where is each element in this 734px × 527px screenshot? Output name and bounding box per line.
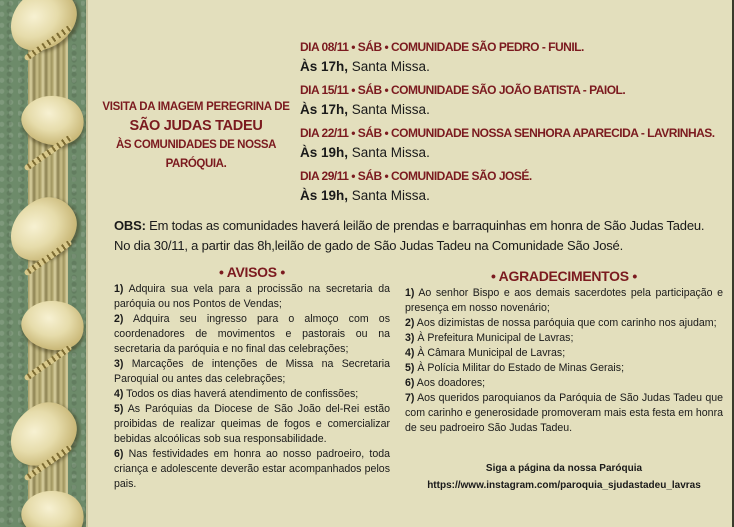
event-activity: Santa Missa.: [348, 145, 430, 160]
item-number: 1): [114, 283, 124, 295]
item-text: Todos os dias haverá atendimento de confissões;: [123, 388, 359, 400]
event-hour: Às 17h,: [300, 102, 349, 117]
item-number: 3): [114, 358, 124, 370]
event-activity: Santa Missa.: [348, 59, 430, 74]
obs-text-1: Em todas as comunidades haverá leilão de prendas e barraquinhas em honra de São Judas Tadeu.: [145, 218, 705, 233]
notices-section: [114, 262, 390, 492]
item-text: À Câmara Municipal de Lavras;: [414, 347, 566, 359]
event-time: [300, 143, 730, 163]
acknowledgement-item: [405, 316, 723, 331]
item-number: 5): [114, 403, 124, 415]
social-footer: [405, 460, 723, 494]
acknowledgement-item: [405, 391, 723, 436]
event-heading: DIA 15/11 • SÁB • COMUNIDADE SÃO JOÃO BATISTA - PAIOL.: [300, 83, 626, 97]
schedule-event: [300, 81, 730, 120]
event-activity: Santa Missa.: [348, 102, 430, 117]
event-time: [300, 100, 730, 120]
item-text: Adquira sua vela para a procissão na secretaria da paróquia ou nos Pontos de Vendas;: [114, 283, 390, 310]
item-text: Ao senhor Bispo e aos demais sacerdotes pela participação e presença em nosso novenário;: [405, 287, 723, 314]
acknowledgement-item: [405, 361, 723, 376]
follow-text: Siga a página da nossa Paróquia: [485, 463, 643, 474]
item-number: 5): [405, 362, 415, 374]
acknowledgement-item: [405, 376, 723, 391]
item-text: Marcações de intenções de Missa na Secretaria Paroquial ou antes das celebrações;: [114, 358, 390, 385]
obs-label: OBS:: [114, 218, 146, 233]
event-activity: Santa Missa.: [348, 188, 430, 203]
acknowledgements-section: [405, 266, 723, 436]
acanthus-leaf-icon: [15, 86, 88, 154]
item-text: À Prefeitura Municipal de Lavras;: [414, 332, 574, 344]
item-number: 6): [405, 377, 415, 389]
item-text: À Polícia Militar do Estado de Minas Gerais;: [414, 362, 625, 374]
event-hour: Às 19h,: [300, 188, 349, 203]
item-text: Aos queridos paroquianos da Paróquia de São Judas Tadeu que com carinho e generosidade promoveram mais esta festa em honra de seu padroeiro São Judas Tadeu.: [405, 392, 723, 434]
ornamental-border: [0, 0, 88, 527]
item-text: Nas festividades em honra ao nosso padroeiro, toda criança e adolescente deverão estar acompanhados pelos pais.: [114, 448, 390, 490]
notice-item: [114, 282, 390, 312]
item-number: 1): [405, 287, 415, 299]
event-heading: DIA 08/11 • SÁB • COMUNIDADE SÃO PEDRO - FUNIL.: [300, 40, 584, 54]
title-block: [96, 98, 296, 174]
title-saint-name: SÃO JUDAS TADEU: [129, 118, 263, 134]
event-time: [300, 186, 730, 206]
visit-schedule: [300, 38, 730, 210]
acknowledgements-list: [405, 286, 723, 436]
item-text: As Paróquias da Diocese de São João del-Rei estão proibidas de realizar queimas de fogos e comercializar bebidas alcoólicas sob sua responsabilidade.: [114, 403, 390, 445]
item-number: 2): [114, 313, 124, 325]
notice-item: [114, 387, 390, 402]
acanthus-leaf-icon: [15, 291, 88, 359]
observation-note: [114, 216, 734, 256]
notice-item: [114, 312, 390, 357]
event-hour: Às 19h,: [300, 145, 349, 160]
acknowledgement-item: [405, 331, 723, 346]
item-text: Aos dizimistas de nossa paróquia que com carinho nos ajudam;: [414, 317, 717, 329]
event-hour: Às 17h,: [300, 59, 349, 74]
event-heading: DIA 29/11 • SÁB • COMUNIDADE SÃO JOSÉ.: [300, 169, 532, 183]
item-number: 4): [405, 347, 415, 359]
item-number: 7): [405, 392, 415, 404]
item-number: 6): [114, 448, 124, 460]
item-text: Adquira seu ingresso para o almoço com os coordenadores de movimentos e pastorais ou na secretaria da paróquia e no final das celebrações;: [114, 313, 390, 355]
title-line-1: VISITA DA IMAGEM PEREGRINA DE: [102, 101, 290, 113]
item-number: 4): [114, 388, 124, 400]
acknowledgement-item: [405, 286, 723, 316]
instagram-link[interactable]: https://www.instagram.com/paroquia_sjudastadeu_lavras: [427, 480, 701, 491]
border-edge: [86, 0, 88, 527]
acknowledgement-item: [405, 346, 723, 361]
notice-item: [114, 357, 390, 387]
item-number: 3): [405, 332, 415, 344]
obs-line-2: No dia 30/11, a partir das 8h,leilão de gado de São Judas Tadeu na Comunidade São José.: [114, 238, 623, 253]
notices-list: [114, 282, 390, 492]
event-heading: DIA 22/11 • SÁB • COMUNIDADE NOSSA SENHORA APARECIDA - LAVRINHAS.: [300, 126, 715, 140]
event-time: [300, 57, 730, 77]
obs-line-1: [114, 216, 734, 236]
notice-item: [114, 447, 390, 492]
item-number: 2): [405, 317, 415, 329]
title-line-3: ÀS COMUNIDADES DE NOSSA PARÓQUIA.: [115, 139, 277, 170]
schedule-event: [300, 167, 730, 206]
notice-item: [114, 402, 390, 447]
notices-title: • AVISOS •: [219, 264, 285, 280]
item-text: Aos doadores;: [414, 377, 486, 389]
acknowledgements-title: • AGRADECIMENTOS •: [491, 268, 637, 284]
schedule-event: [300, 38, 730, 77]
schedule-event: [300, 124, 730, 163]
